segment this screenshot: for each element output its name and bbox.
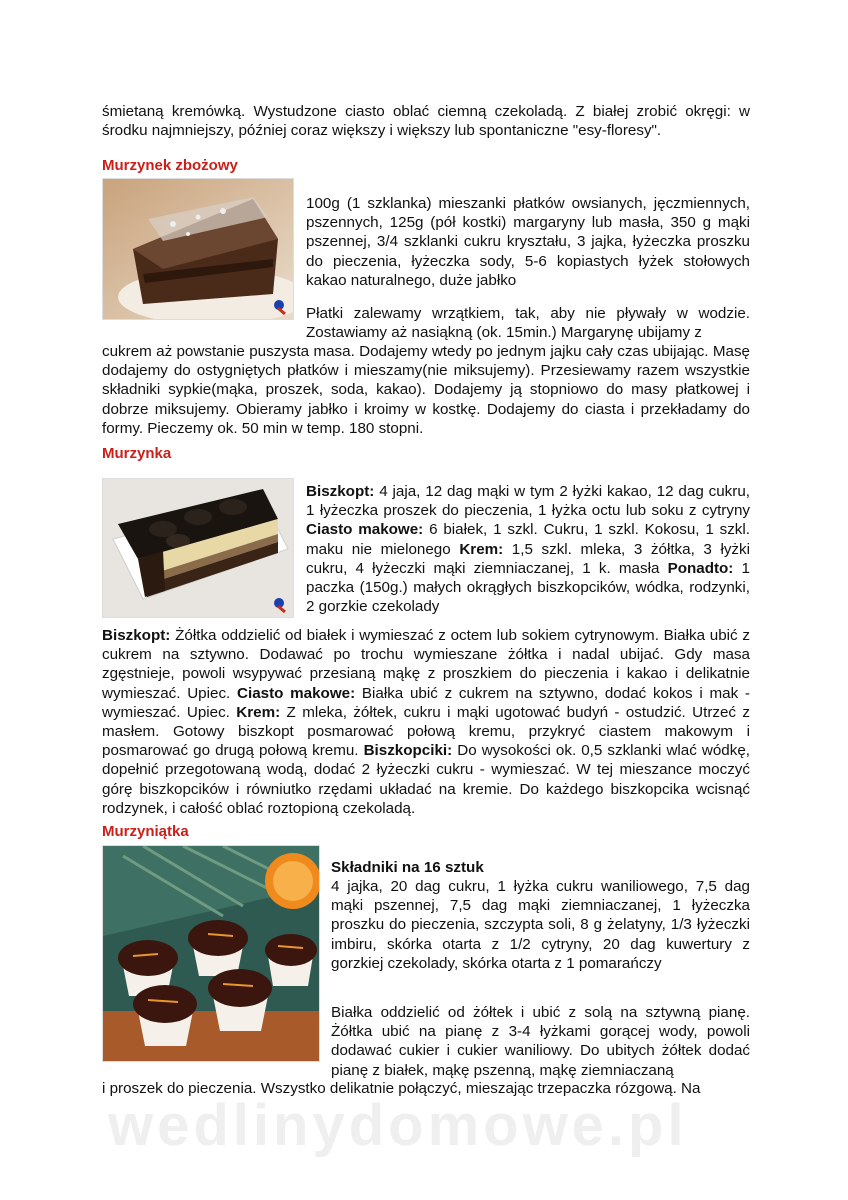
cake-photo-murzynek-zbozowy [102,178,294,320]
label-ciasto-makowe-method: Ciasto makowe: [237,684,356,702]
label-ponadto: Ponadto: [667,559,734,577]
recipe2-ingredients [306,482,750,616]
intro-paragraph: śmietaną kremówką. Wystudzone ciasto oblać ciemną czekoladą. Z białej zrobić okręgi: w środku najmniejszy, później coraz większy i większy lub spontaniczne "esy-floresy". [102,103,750,140]
recipe1-method-rest: cukrem aż powstanie puszysta masa. Dodajemy wtedy po jednym jajku cały czas ubijając. Masę dodajemy do ostygniętych płatków i mieszamy(nie miksujemy). Przesiewamy razem wszystkie składniki sypkie(mąka, proszek, soda, kakao). Dodajemy ją stopniowo do masy płatkowej i dobrze miksujemy. Obieramy jabłko i kroimy w kostkę. Dodajemy do ciasta i przekładamy do formy. Pieczemy ok. 50 min w temp. 180 stopni. [102,343,750,437]
text-ciasto-makowe-method: Białka ubić z cukrem na sztywno, dodać kokos i mak - wymieszać. Upiec. [102,684,750,721]
text-ponadto: 1 paczka (150g.) małych okrągłych biszkopcików, wódka, rodzynki, 2 gorzkie czekolady [306,559,750,616]
recipe3-method-top: Białka oddzielić od żółtek i ubić z solą na sztywną pianę. Żółtka ubić na pianę z 3-4 łyżkami gorącej wody, powoli dodawać cukier i cukier waniliowy. Do ubitych żółtek dodać pianę z białek, mąkę pszenną, mąkę ziemniaczaną [331,1004,750,1079]
recipe1-method-top: Płatki zalewamy wrzątkiem, tak, aby nie pływały w wodzie. Zostawiamy aż nasiąkną (ok. 15min.) Margarynę ubijamy z [306,305,750,342]
label-biszkopt: Biszkopt: [306,483,375,500]
text-ciasto-makowe: 6 białek, 1 szkl. Cukru, 1 szkl. Kokosu, 1 szkl. maku nie mielonego [306,521,750,558]
recipe3-ingredients-heading: Składniki na 16 sztuk [331,859,484,876]
cake-photo-murzyniatka [102,845,320,1062]
text-krem: 1,5 szkl. mleka, 3 żółtka, 3 łyżki cukru, 4 łyżeczki mąki ziemniaczanej, 1 k. masła [306,540,750,577]
text-krem-method: Z mleka, żółtek, cukru i mąki ugotować budyń - ostudzić. Utrzeć z masłem. Gotowy biszkopt posmarować połową kremu, przykryć ciastem makowym i posmarować go drugą połową kremu. [102,703,750,760]
label-biszkopt-method: Biszkopt: [102,627,171,644]
recipe-title-murzynka: Murzynka [102,445,172,462]
label-krem-method: Krem: [236,703,281,721]
recipe1-ingredients: 100g (1 szklanka) mieszanki płatków owsianych, jęczmiennych, pszennych, 125g (pół kostki) margaryny lub masła, 350 g mąki pszennej, 3/4 szklanki cukru kryształu, 3 jajka, łyżeczka proszku do pieczenia, łyżeczka sody, 5-6 kopiastych łyżek stołowych kakao naturalnego, duże jabłko [306,195,750,289]
label-krem: Krem: [459,540,504,558]
site-watermark: wedlinydomowe.pl [108,1093,688,1158]
recipe3-method-rest: i proszek do pieczenia. Wszystko delikatnie połączyć, mieszając trzepaczka rózgową. Na [102,1080,701,1097]
text-biszkopciki-method: Do wysokości ok. 0,5 szklanki wlać wódkę, dopełnić przegotowaną wodą, dodać 2 łyżeczki cukru - wymieszać. W tej mieszance moczyć górę biszkopcików i równiutko rzędami układać na kremie. Do każdego biszkopcika wcisnąć rodzynek, i całość oblać roztopioną czekoladą. [102,742,750,817]
recipe2-method [102,626,750,818]
recipe3-ingredients: 4 jajka, 20 dag cukru, 1 łyżka cukru waniliowego, 7,5 dag mąki pszennej, 7,5 dag mąki ziemniaczanej, 1 łyżeczka proszku do pieczenia, szczypta soli, 8 g żelatyny, 1/3 łyżeczki imbiru, skórka otarta z 1/2 cytryny, 20 dag kuwertury z gorzkiej czekolady, skórka otarta z 1 pomarańczy [331,878,750,972]
label-ciasto-makowe: Ciasto makowe: [306,521,424,539]
text-biszkopt-method: Żółtka oddzielić od białek i wymieszać z octem lub sokiem cytrynowym. Białka ubić z cukrem na sztywno. Dodawać po trochu wymieszane żółtka i nadal ubijać. Gdy masa zgęstnieje, powoli wsypywać przesianą mąkę z proszkiem do pieczenia i kakao i delikatnie wymieszać. Upiec. [102,627,750,702]
cake-photo-murzynka [102,478,294,618]
label-biszkopciki-method: Biszkopciki: [363,742,453,760]
text-biszkopt: 4 jaja, 12 dag mąki w tym 2 łyżki kakao, 12 dag cukru, 1 łyżeczka proszek do pieczenia, 1 łyżka octu lub soku z cytryny [306,483,750,520]
recipe-title-murzynek-zbozowy: Murzynek zbożowy [102,157,238,174]
recipe-title-murzyniatka: Murzyniątka [102,823,189,840]
